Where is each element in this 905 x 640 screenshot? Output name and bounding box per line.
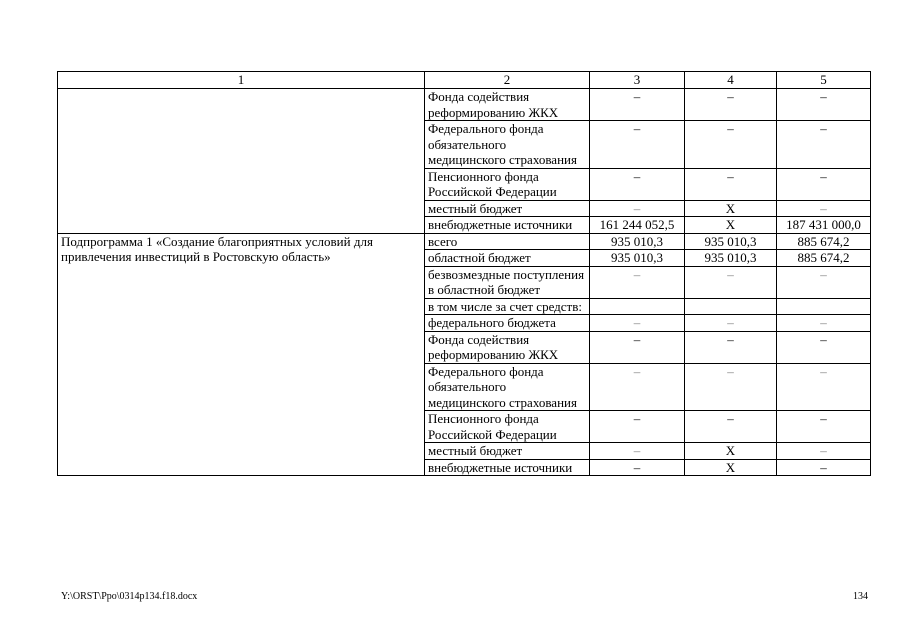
value-col-4: 935 010,3	[685, 233, 777, 250]
value-col-5: 885 674,2	[777, 250, 871, 267]
value-col-5: 885 674,2	[777, 233, 871, 250]
source-label: внебюджетные источники	[425, 459, 590, 476]
value-col-4	[685, 298, 777, 315]
value-col-4: Х	[685, 459, 777, 476]
value-col-5: –	[777, 459, 871, 476]
value-col-4: –	[685, 331, 777, 363]
value-col-3: –	[590, 315, 685, 332]
source-label: безвозмездные поступления в областной бюджет	[425, 266, 590, 298]
value-col-4: –	[685, 411, 777, 443]
footer-page-number: 134	[853, 591, 868, 602]
header-col-1: 1	[58, 72, 425, 89]
value-col-3: –	[590, 266, 685, 298]
source-label: в том числе за счет средств:	[425, 298, 590, 315]
value-col-3: –	[590, 121, 685, 169]
value-col-5: –	[777, 121, 871, 169]
value-col-4: –	[685, 266, 777, 298]
source-label: федерального бюджета	[425, 315, 590, 332]
value-col-3: 935 010,3	[590, 250, 685, 267]
header-col-2: 2	[425, 72, 590, 89]
value-col-5: –	[777, 200, 871, 217]
value-col-3: –	[590, 459, 685, 476]
value-col-4: Х	[685, 200, 777, 217]
value-col-5: –	[777, 331, 871, 363]
value-col-3: –	[590, 168, 685, 200]
value-col-3: –	[590, 331, 685, 363]
value-col-3: –	[590, 363, 685, 411]
value-col-5: –	[777, 363, 871, 411]
value-col-5: 187 431 000,0	[777, 217, 871, 234]
budget-table	[57, 71, 871, 476]
value-col-5: –	[777, 443, 871, 460]
header-col-4: 4	[685, 72, 777, 89]
value-col-4: –	[685, 315, 777, 332]
source-label: областной бюджет	[425, 250, 590, 267]
source-label: местный бюджет	[425, 200, 590, 217]
source-label: Пенсионного фонда Российской Федерации	[425, 411, 590, 443]
value-col-4: 935 010,3	[685, 250, 777, 267]
value-col-4: –	[685, 89, 777, 121]
value-col-3: 935 010,3	[590, 233, 685, 250]
source-label: Фонда содействия реформированию ЖКХ	[425, 331, 590, 363]
footer-file-path: Y:\ORST\Ppo\0314p134.f18.docx	[61, 591, 198, 602]
table-row	[58, 89, 871, 121]
value-col-5: –	[777, 411, 871, 443]
source-label: Федерального фонда обязательного медицинского страхования	[425, 121, 590, 169]
value-col-3	[590, 298, 685, 315]
source-label: местный бюджет	[425, 443, 590, 460]
source-label: Фонда содействия реформированию ЖКХ	[425, 89, 590, 121]
subprogram-title: Подпрограмма 1 «Создание благоприятных условий для привлечения инвестиций в Ростовскую область»	[58, 233, 425, 476]
program-cell-empty	[58, 89, 425, 234]
value-col-4: –	[685, 121, 777, 169]
value-col-5: –	[777, 266, 871, 298]
table-row	[58, 233, 871, 250]
value-col-5: –	[777, 315, 871, 332]
source-label: Пенсионного фонда Российской Федерации	[425, 168, 590, 200]
value-col-3: –	[590, 200, 685, 217]
source-label: всего	[425, 233, 590, 250]
value-col-4: –	[685, 168, 777, 200]
value-col-3: 161 244 052,5	[590, 217, 685, 234]
value-col-4: –	[685, 363, 777, 411]
value-col-3: –	[590, 443, 685, 460]
source-label: внебюджетные источники	[425, 217, 590, 234]
value-col-5: –	[777, 89, 871, 121]
value-col-3: –	[590, 411, 685, 443]
value-col-5	[777, 298, 871, 315]
value-col-5: –	[777, 168, 871, 200]
table-header-row	[58, 72, 871, 89]
source-label: Федерального фонда обязательного медицинского страхования	[425, 363, 590, 411]
value-col-4: Х	[685, 217, 777, 234]
header-col-5: 5	[777, 72, 871, 89]
header-col-3: 3	[590, 72, 685, 89]
value-col-3: –	[590, 89, 685, 121]
value-col-4: Х	[685, 443, 777, 460]
